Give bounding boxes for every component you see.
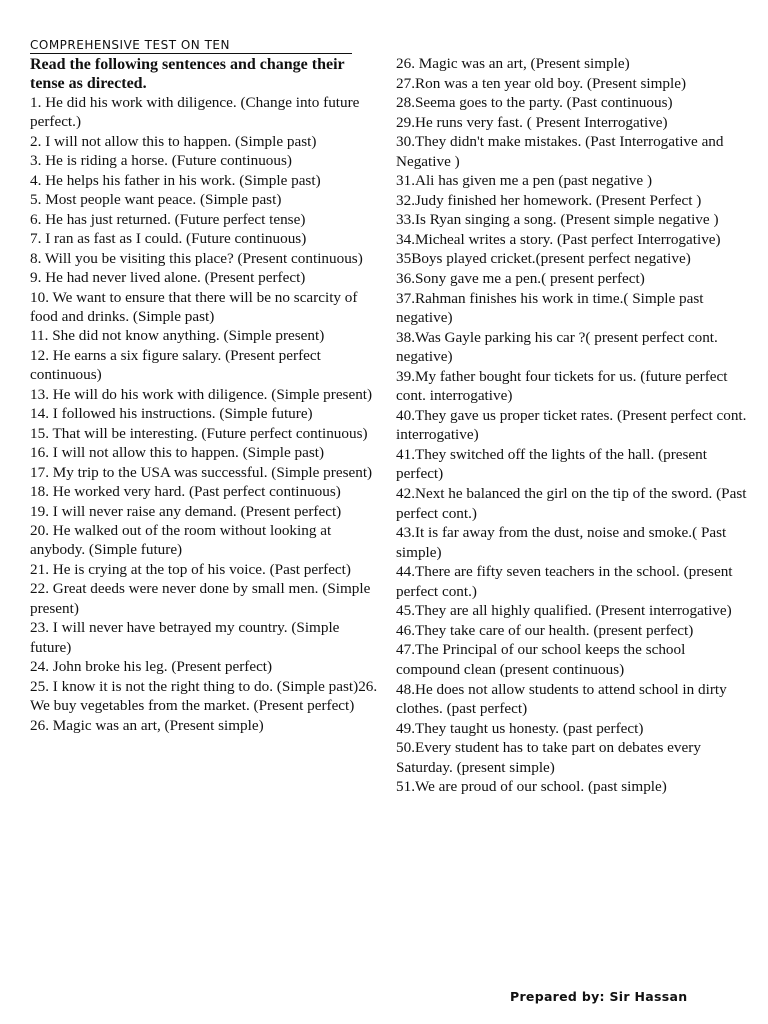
question-item: 47.The Principal of our school keeps the school compound clean (present continuous) [396,641,686,678]
question-item: 50.Every student has to take part on debates every Saturday. (present simple) [396,739,701,776]
question-item: 32.Judy finished her homework. (Present Perfect ) [396,191,702,209]
question-item: 51.We are proud of our school. (past simple) [396,778,667,796]
question-item: 8. Will you be visiting this place? (Present continuous) [30,249,363,267]
question-item: 10. We want to ensure that there will be no scarcity of food and drinks. (Simple past) [30,288,358,325]
question-item: 7. I ran as fast as I could. (Future continuous) [30,230,307,248]
question-item: 12. He earns a six figure salary. (Present perfect continuous) [30,346,321,384]
question-item: 14. I followed his instructions. (Simple future) [30,405,313,423]
question-item: 28.Seema goes to the party. (Past continuous) [396,94,673,112]
test-title: COMPREHENSIVE TEST ON TEN [30,38,352,54]
question-item: 1. He did his work with diligence. (Change into future perfect.) [30,94,360,131]
left-question-list [30,93,382,735]
question-item: 21. He is crying at the top of his voice. (Past perfect) [30,560,351,578]
question-item: 25. I know it is not the right thing to do. (Simple past)26. We buy vegetables from the market. (Present perfect) [30,677,378,715]
question-item: 37.Rahman finishes his work in time.( Simple past negative) [396,289,704,327]
question-item: 4. He helps his father in his work. (Simple past) [30,171,321,189]
question-item: 26. Magic was an art, (Present simple) [396,55,630,72]
question-item: 34.Micheal writes a story. (Past perfect Interrogative) [396,230,721,248]
question-item: 6. He has just returned. (Future perfect tense) [30,210,306,228]
question-item: 24. John broke his leg. (Present perfect) [30,658,273,676]
question-item: 16. I will not allow this to happen. (Simple past) [30,444,325,462]
question-item: 18. He worked very hard. (Past perfect continuous) [30,483,341,501]
question-item: 27.Ron was a ten year old boy. (Present simple) [396,74,687,92]
question-item: 19. I will never raise any demand. (Present perfect) [30,502,342,520]
question-item: 38.Was Gayle parking his car ?( present perfect cont. negative) [396,328,718,366]
question-item: 36.Sony gave me a pen.( present perfect) [396,270,645,288]
question-item: 31.Ali has given me a pen (past negative ) [396,172,652,190]
question-item: 2. I will not allow this to happen. (Simple past) [30,132,317,150]
question-item: 29.He runs very fast. ( Present Interrogative) [396,113,668,131]
question-item: 20. He walked out of the room without looking at anybody. (Simple future) [30,521,332,559]
question-item: 48.He does not allow students to attend school in dirty clothes. (past perfect) [396,680,727,718]
question-item: 46.They take care of our health. (present perfect) [396,621,694,639]
question-item: 43.It is far away from the dust, noise and smoke.( Past simple) [396,524,727,561]
question-item: 17. My trip to the USA was successful. (Simple present) [30,463,373,481]
question-item: 13. He will do his work with diligence. (Simple present) [30,385,373,403]
question-item: 40.They gave us proper ticket rates. (Present perfect cont. interrogative) [396,406,747,444]
question-item: 22. Great deeds were never done by small men. (Simple present) [30,580,371,617]
question-item: 23. I will never have betrayed my country. (Simple future) [30,619,340,656]
question-item: 35Boys played cricket.(present perfect negative) [396,250,691,268]
prepared-by-credit: Prepared by: Sir Hassan [510,989,688,1004]
question-item: 42.Next he balanced the girl on the tip of the sword. (Past perfect cont.) [396,485,747,522]
question-item: 49.They taught us honesty. (past perfect) [396,719,644,737]
question-item: 41.They switched off the lights of the hall. (present perfect) [396,445,707,483]
right-question-list [396,54,748,797]
question-item: 44.There are fifty seven teachers in the school. (present perfect cont.) [396,563,733,600]
question-item: 5. Most people want peace. (Simple past) [30,191,282,209]
question-item: 26. Magic was an art, (Present simple) [30,716,264,734]
question-item: 15. That will be interesting. (Future perfect continuous) [30,424,368,442]
question-item: 39.My father bought four tickets for us. (future perfect cont. interrogative) [396,367,728,405]
question-item: 45.They are all highly qualified. (Present interrogative) [396,602,732,620]
instruction-text: Read the following sentences and change their tense as directed. [30,56,345,92]
question-item: 33.Is Ryan singing a song. (Present simple negative ) [396,211,719,229]
question-item: 11. She did not know anything. (Simple present) [30,327,325,345]
question-item: 30.They didn't make mistakes. (Past Interrogative and Negative ) [396,133,724,170]
question-item: 3. He is riding a horse. (Future continuous) [30,152,292,170]
question-item: 9. He had never lived alone. (Present perfect) [30,269,306,287]
